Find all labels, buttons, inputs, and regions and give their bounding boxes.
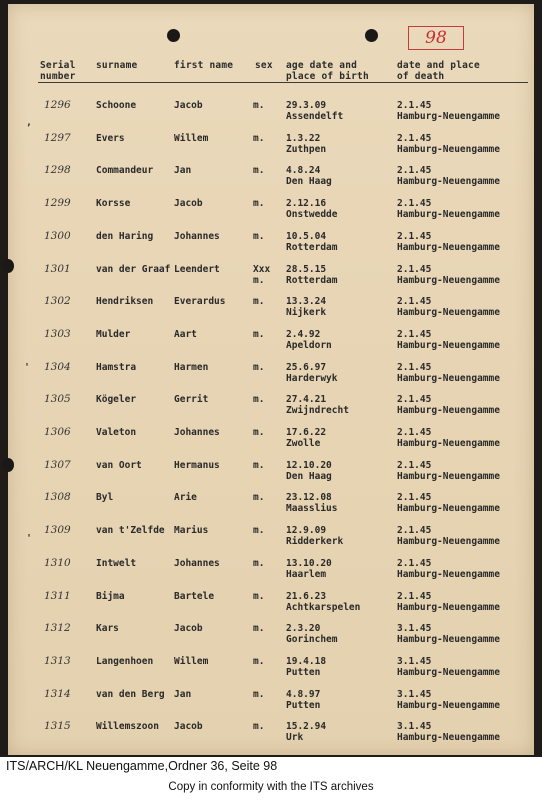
cell-surname: Valeton (96, 427, 137, 438)
margin-tick-2: ' (24, 362, 31, 373)
cell-serial: 1299 (44, 197, 71, 210)
cell-sex: m. (253, 165, 265, 177)
cell-death-date: 2.1.45 (397, 165, 432, 177)
cell-birth-place: Onstwedde (286, 209, 338, 221)
cell-death-date: 2.1.45 (397, 263, 432, 275)
cell-serial: 1311 (44, 589, 71, 602)
cell-death-date: 2.1.45 (397, 361, 432, 373)
cell-death-place: Hamburg-Neuengamme (397, 699, 500, 711)
cell-sex: m. (253, 623, 265, 635)
cell-first-name: Jacob (174, 623, 203, 635)
cell-death-date: 2.1.45 (397, 557, 432, 569)
cell-death-date: 3.1.45 (397, 688, 432, 700)
cell-death-place: Hamburg-Neuengamme (397, 470, 500, 482)
cell-death-place: Hamburg-Neuengamme (397, 274, 500, 286)
cell-birth-date: 15.2.94 (286, 721, 327, 733)
cell-first-name: Arie (174, 492, 197, 504)
cell-birth-date: 1.3.22 (286, 132, 321, 144)
cell-first-name: Johannes (174, 427, 220, 438)
cell-birth-place: Harderwyk (286, 372, 338, 384)
cell-birth-date: 25.6.97 (286, 361, 327, 373)
cell-death-place: Hamburg-Neuengamme (397, 634, 500, 646)
cell-first-name: Johannes (174, 230, 220, 242)
margin-tick-3: ' (26, 533, 33, 544)
cell-surname: van der Graaf (96, 263, 171, 275)
cell-first-name: Jacob (174, 100, 203, 111)
table-row (0, 195, 542, 227)
table-row (0, 718, 542, 750)
table-row (0, 620, 542, 652)
cell-death-place: Hamburg-Neuengamme (397, 307, 500, 319)
cell-serial: 1307 (44, 458, 71, 471)
cell-surname: Schoone (96, 100, 137, 111)
cell-birth-place: Ridderkerk (286, 536, 344, 548)
cell-death-place: Hamburg-Neuengamme (397, 176, 500, 188)
cell-sex: m. (253, 427, 265, 438)
table-row (0, 391, 542, 423)
cell-birth-date: 2.3.20 (286, 623, 321, 635)
cell-first-name: Jacob (174, 721, 203, 733)
cell-serial: 1304 (44, 360, 71, 373)
cell-death-date: 2.1.45 (397, 230, 432, 242)
cell-death-place: Hamburg-Neuengamme (397, 372, 500, 384)
archive-reference: ITS/ARCH/KL Neuengamme,Ordner 36, Seite 98 (6, 759, 278, 773)
cell-first-name: Jan (174, 688, 192, 700)
table-row (0, 130, 542, 162)
cell-first-name: Hermanus (174, 459, 220, 471)
cell-death-date: 2.1.45 (397, 459, 432, 471)
cell-surname: Hendriksen (96, 296, 154, 308)
cell-serial: 1315 (44, 720, 71, 733)
cell-surname: Commandeur (96, 165, 154, 177)
header-birth-line2: place of birth (286, 71, 369, 82)
punch-hole-right (365, 29, 378, 42)
cell-birth-place: Gorinchem (286, 634, 338, 646)
cell-sex: m. (253, 688, 265, 700)
table-row (0, 653, 542, 685)
cell-birth-place: Haarlem (286, 568, 327, 580)
cell-birth-place: Den Haag (286, 470, 332, 482)
cell-death-date: 2.1.45 (397, 427, 432, 438)
cell-surname: Mulder (96, 328, 131, 340)
header-first-name: first name (174, 60, 234, 71)
cell-surname: Langenhoen (96, 655, 154, 667)
cell-death-date: 2.1.45 (397, 132, 432, 144)
header-birth (286, 60, 369, 82)
cell-birth-date: 12.9.09 (286, 525, 327, 537)
handwritten-page-number: 98 (408, 26, 464, 50)
cell-surname: Willemszoon (96, 721, 159, 733)
cell-death-date: 2.1.45 (397, 394, 432, 406)
cell-first-name: Willem (174, 132, 209, 144)
cell-death-place: Hamburg-Neuengamme (397, 143, 500, 155)
cell-surname: den Haring (96, 230, 154, 242)
cell-birth-place: Urk (286, 732, 304, 744)
table-row (0, 326, 542, 358)
cell-birth-place: Rotterdam (286, 274, 338, 286)
table-row (0, 293, 542, 325)
cell-sex: m. (253, 230, 265, 242)
cell-sex: m. (253, 394, 265, 406)
cell-death-place: Hamburg-Neuengamme (397, 438, 500, 449)
cell-birth-date: 4.8.24 (286, 165, 321, 177)
cell-serial: 1297 (44, 131, 71, 144)
cell-birth-date: 10.5.04 (286, 230, 327, 242)
cell-first-name: Bartele (174, 590, 215, 602)
table-row (0, 588, 542, 620)
binding-hole-2 (2, 458, 14, 472)
cell-birth-date: 27.4.21 (286, 394, 327, 406)
table-row (0, 97, 542, 129)
punch-hole-left (167, 29, 180, 42)
header-serial (40, 60, 76, 82)
cell-first-name: Gerrit (174, 394, 209, 406)
margin-tick-1: , (26, 117, 33, 128)
table-row (0, 457, 542, 489)
cell-surname: van t'Zelfde (96, 525, 165, 537)
cell-death-date: 3.1.45 (397, 623, 432, 635)
cell-birth-place: Putten (286, 666, 321, 678)
cell-sex: m. (253, 459, 265, 471)
table-row (0, 228, 542, 260)
table-row (0, 261, 542, 293)
header-serial-line2: number (40, 71, 76, 82)
cell-death-place: Hamburg-Neuengamme (397, 536, 500, 548)
cell-sex: m. (253, 361, 265, 373)
cell-birth-date: 2.12.16 (286, 198, 327, 210)
cell-death-date: 2.1.45 (397, 198, 432, 210)
cell-sex: m. (253, 296, 265, 308)
table-row (0, 555, 542, 587)
cell-serial: 1301 (44, 262, 71, 275)
cell-surname: van den Berg (96, 688, 165, 700)
cell-birth-place: Maasslius (286, 503, 338, 515)
cell-birth-date: 28.5.15 (286, 263, 327, 275)
cell-surname: Intwelt (96, 557, 137, 569)
cell-death-place: Hamburg-Neuengamme (397, 503, 500, 515)
cell-surname: Evers (96, 132, 125, 144)
table-row (0, 424, 542, 456)
cell-birth-date: 4.8.97 (286, 688, 321, 700)
cell-death-date: 2.1.45 (397, 296, 432, 308)
cell-sex-correction: m. (253, 274, 265, 286)
cell-birth-place: Apeldorn (286, 339, 332, 351)
cell-birth-place: Rotterdam (286, 241, 338, 253)
cell-serial: 1310 (44, 556, 71, 569)
cell-surname: Kars (96, 623, 119, 635)
cell-death-date: 2.1.45 (397, 328, 432, 340)
cell-serial: 1314 (44, 687, 71, 700)
cell-death-date: 2.1.45 (397, 492, 432, 504)
cell-serial: 1313 (44, 654, 71, 667)
cell-first-name: Harmen (174, 361, 209, 373)
cell-death-date: 3.1.45 (397, 655, 432, 667)
cell-sex: m. (253, 590, 265, 602)
cell-first-name: Everardus (174, 296, 226, 308)
cell-birth-date: 21.6.23 (286, 590, 327, 602)
cell-birth-date: 19.4.18 (286, 655, 327, 667)
cell-serial: 1300 (44, 229, 71, 242)
cell-death-place: Hamburg-Neuengamme (397, 111, 500, 122)
cell-first-name: Leendert (174, 263, 220, 275)
cell-death-date: 2.1.45 (397, 525, 432, 537)
cell-serial: 1309 (44, 524, 71, 537)
cell-birth-date: 23.12.08 (286, 492, 332, 504)
cell-birth-date: 17.6.22 (286, 427, 327, 438)
cell-serial: 1302 (44, 295, 71, 308)
cell-first-name: Marius (174, 525, 209, 537)
cell-death-date: 2.1.45 (397, 590, 432, 602)
cell-sex: m. (253, 525, 265, 537)
table-row (0, 522, 542, 554)
cell-birth-date: 2.4.92 (286, 328, 321, 340)
cell-surname: Hamstra (96, 361, 137, 373)
cell-death-place: Hamburg-Neuengamme (397, 666, 500, 678)
cell-first-name: Jan (174, 165, 192, 177)
header-birth-line1: age date and (286, 60, 358, 71)
cell-death-place: Hamburg-Neuengamme (397, 405, 500, 417)
cell-birth-place: Assendelft (286, 111, 344, 122)
cell-death-place: Hamburg-Neuengamme (397, 209, 500, 221)
cell-death-date: 2.1.45 (397, 100, 432, 111)
cell-sex: m. (253, 655, 265, 667)
cell-sex: m. (253, 328, 265, 340)
cell-serial: 1296 (44, 99, 71, 111)
header-death-line2: of death (397, 71, 445, 82)
cell-birth-place: Zwijndrecht (286, 405, 349, 417)
cell-serial: 1306 (44, 426, 71, 438)
header-surname: surname (96, 60, 138, 71)
cell-birth-place: Achtkarspelen (286, 601, 361, 613)
cell-sex: m. (253, 132, 265, 144)
cell-first-name: Johannes (174, 557, 220, 569)
cell-birth-date: 13.3.24 (286, 296, 327, 308)
binding-hole-1 (2, 259, 14, 273)
cell-death-place: Hamburg-Neuengamme (397, 732, 500, 744)
cell-first-name: Jacob (174, 198, 203, 210)
cell-death-place: Hamburg-Neuengamme (397, 241, 500, 253)
header-sex: sex (255, 60, 273, 71)
cell-birth-date: 29.3.09 (286, 100, 327, 111)
table-row (0, 162, 542, 194)
cell-birth-place: Den Haag (286, 176, 332, 188)
cell-surname: Kögeler (96, 394, 137, 406)
cell-surname: Byl (96, 492, 114, 504)
cell-birth-date: 13.10.20 (286, 557, 332, 569)
cell-birth-place: Putten (286, 699, 321, 711)
cell-birth-place: Zwolle (286, 438, 321, 449)
table-row (0, 686, 542, 718)
cell-birth-place: Zuthpen (286, 143, 327, 155)
cell-death-place: Hamburg-Neuengamme (397, 568, 500, 580)
table-row (0, 359, 542, 391)
cell-surname: Korsse (96, 198, 131, 210)
cell-sex: m. (253, 100, 265, 111)
cell-surname: van Oort (96, 459, 142, 471)
cell-death-date: 3.1.45 (397, 721, 432, 733)
header-death-line1: date and place (397, 60, 480, 71)
cell-serial: 1312 (44, 622, 71, 635)
cell-death-place: Hamburg-Neuengamme (397, 601, 500, 613)
table-row (0, 489, 542, 521)
cell-first-name: Aart (174, 328, 197, 340)
cell-serial: 1305 (44, 393, 71, 406)
cell-serial: 1298 (44, 164, 71, 177)
cell-sex: m. (253, 721, 265, 733)
cell-birth-date: 12.10.20 (286, 459, 332, 471)
header-death (397, 60, 480, 82)
cell-surname: Bijma (96, 590, 125, 602)
conformity-note: Copy in conformity with the ITS archives (168, 781, 374, 793)
cell-death-place: Hamburg-Neuengamme (397, 339, 500, 351)
header-serial-line1: Serial (40, 60, 76, 71)
cell-birth-place: Nijkerk (286, 307, 327, 319)
cell-first-name: Willem (174, 655, 209, 667)
cell-sex: m. (253, 557, 265, 569)
cell-sex: Xxx (253, 263, 271, 275)
header-rule (38, 82, 528, 83)
cell-serial: 1308 (44, 491, 71, 504)
cell-serial: 1303 (44, 327, 71, 340)
cell-sex: m. (253, 492, 265, 504)
cell-sex: m. (253, 198, 265, 210)
